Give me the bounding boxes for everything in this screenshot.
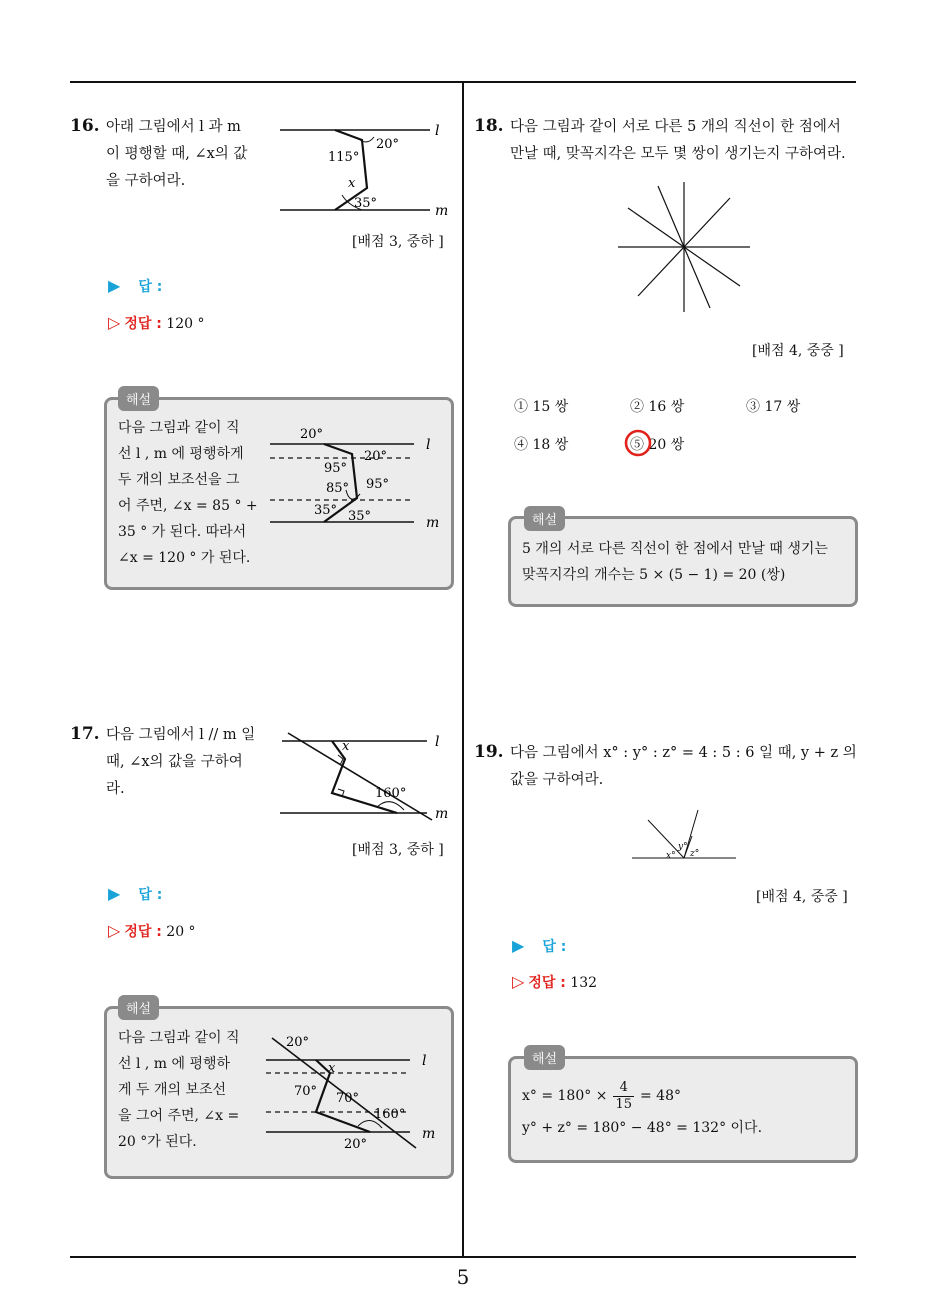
q19-solution-tag: 해설 [524,1045,565,1070]
q17-sol-angle: 20° [344,1137,368,1152]
q16-sol-angle: 35° [314,503,338,518]
q18-text-line: 다음 그림과 같이 서로 다른 5 개의 직선이 한 점에서 [510,119,841,135]
q16-sol-angle: 85° [326,481,350,496]
q17-text-line: 다음 그림에서 l // m 일 [106,727,256,743]
q16-label-m: m [435,203,449,219]
q16-solution-tag: 해설 [118,386,159,411]
q18-solution-line: 맞꼭지각의 개수는 5 × (5 − 1) = 20 (쌍) [522,567,786,583]
q18-text [510,114,860,168]
q19-text-line: 값을 구하여라. [510,772,604,788]
q19-fraction [613,1080,634,1113]
q16-sol-angle: 95° [366,477,390,492]
q18-choice-4[interactable]: ④ 18 쌍 [514,437,569,453]
q19-answer-label: 답 : [542,939,567,955]
q16-sol-label-l: l [426,437,431,453]
q17-text-line: 때, ∠x의 값을 구하여 [106,754,243,770]
q17-solution-figure [258,1028,452,1158]
q16-sol-angle: 20° [300,427,324,442]
play-icon: ▶ [108,276,121,295]
q17-solution-line: 게 두 개의 보조선 [118,1082,227,1098]
q19-correct-value: 132 [570,975,598,991]
q16-angle-35: 35° [354,196,378,211]
q16-figure [270,115,460,225]
q19-frac-num: 4 [619,1079,628,1095]
q17-solution-line: 선 l , m 에 평행하 [118,1056,231,1072]
answer-circle-icon [622,428,654,458]
q16-text-line: 이 평행할 때, ∠x의 값 [106,146,248,162]
q17-solution-tag: 해설 [118,995,159,1020]
q17-solution-line: 20 °가 된다. [118,1134,197,1150]
q16-answer-label: 답 : [138,279,163,295]
outline-play-icon: ▷ [108,921,121,940]
q17-label-l: l [435,734,440,750]
q18-solution-line: 5 개의 서로 다른 직선이 한 점에서 만날 때 생기는 [522,541,828,557]
q16-solution-line: 두 개의 보조선을 그 [118,472,240,488]
q17-score: [배점 3, 중하 ] [352,842,444,858]
q16-angle-20: 20° [376,137,400,152]
q19-text-line: 다음 그림에서 x° : y° : z° = 4 : 5 : 6 일 때, y + z 의 [510,745,857,761]
q17-correct-value: 20 ° [166,924,196,940]
q17-correct-label: 정답 : [124,924,162,940]
q16-angle-x: x [348,176,356,191]
q17-angle-x: x [342,739,350,754]
outline-play-icon: ▷ [512,972,525,991]
q19-solution-text [522,1077,842,1141]
q17-label-m: m [435,806,449,822]
q16-solution-line: ∠x = 120 ° 가 된다. [118,550,251,566]
q18-figure [610,176,760,316]
q16-sol-angle: 95° [324,461,348,476]
q19-sol-prefix: x° = 180° × [522,1088,608,1104]
q17-sol-angle-x: x [328,1061,336,1076]
bottom-rule [70,1256,856,1258]
page-number: 5 [456,1265,470,1289]
outline-play-icon: ▷ [108,313,121,332]
q19-sol-suffix: = 48° [639,1088,681,1104]
q17-text [106,722,266,803]
q18-text-line: 만날 때, 맞꼭지각은 모두 몇 쌍이 생기는지 구하여라. [510,146,846,162]
q16-solution-text [118,415,268,571]
q18-solution-tag: 해설 [524,506,565,531]
q16-number: 16. [70,116,100,136]
q16-solution-line: 35 ° 가 된다. 따라서 [118,524,247,540]
q19-angle-x: x° [666,851,676,861]
q19-answer-row[interactable] [512,936,566,956]
q17-sol-angle: 70° [294,1084,318,1099]
column-divider [462,83,464,1258]
q16-text [106,114,266,195]
q19-angle-y: y° [678,842,688,852]
q18-choice-5[interactable]: ⑤ 20 쌍 [630,437,685,453]
q18-solution-text [522,536,852,588]
q18-choice-3[interactable]: ③ 17 쌍 [746,399,801,415]
q16-text-line: 을 구하여라. [106,173,186,189]
q16-label-l: l [435,123,440,139]
q17-solution-text [118,1025,258,1155]
q17-solution-line: 다음 그림과 같이 직 [118,1030,240,1046]
q17-answer-label: 답 : [138,887,163,903]
q19-frac-den: 15 [615,1096,632,1112]
q17-number: 17. [70,724,100,744]
q17-sol-label-m: m [422,1126,436,1142]
q19-solution-line1 [522,1077,842,1115]
q17-correct-row [108,921,196,941]
q17-sol-angle: 70° [336,1091,360,1106]
q17-solution-line: 을 그어 주면, ∠x = [118,1108,240,1124]
q17-angle-160: 160° [375,786,407,801]
q17-text-line: 라. [106,781,125,797]
q16-correct-label: 정답 : [124,316,162,332]
q16-solution-line: 선 l , m 에 평행하게 [118,446,244,462]
q18-number: 18. [474,116,504,136]
q18-choice-1[interactable]: ① 15 쌍 [514,399,569,415]
q16-correct-row [108,313,204,333]
q17-sol-label-l: l [422,1053,427,1069]
q19-correct-row [512,972,597,992]
q16-correct-value: 120 ° [166,316,205,332]
play-icon: ▶ [512,936,525,955]
q19-text [510,740,860,794]
q16-sol-label-m: m [426,515,440,531]
q17-answer-row[interactable] [108,884,162,904]
q16-sol-angle: 20° [364,449,388,464]
q17-figure [272,725,462,835]
q19-correct-label: 정답 : [528,975,566,991]
q17-sol-angle: 20° [286,1035,310,1050]
q16-solution-line: 어 주면, ∠x = 85 ° + [118,498,258,514]
q16-score: [배점 3, 중하 ] [352,234,444,250]
q16-answer-row[interactable] [108,276,162,296]
q18-choice-2[interactable]: ② 16 쌍 [630,399,685,415]
q19-solution-line2: y° + z° = 180° − 48° = 132° 이다. [522,1120,763,1136]
play-icon: ▶ [108,884,121,903]
q16-text-line: 아래 그림에서 l 과 m [106,119,241,135]
q16-sol-angle: 35° [348,509,372,524]
q16-solution-line: 다음 그림과 같이 직 [118,420,240,436]
q19-number: 19. [474,742,504,762]
q19-score: [배점 4, 중중 ] [756,889,848,905]
q17-sol-angle: 160° [374,1107,406,1122]
q19-angle-z: z° [690,849,700,859]
q18-score: [배점 4, 중중 ] [752,343,844,359]
q16-solution-figure [262,420,452,535]
q19-figure [628,806,740,864]
q16-angle-115: 115° [328,150,360,165]
